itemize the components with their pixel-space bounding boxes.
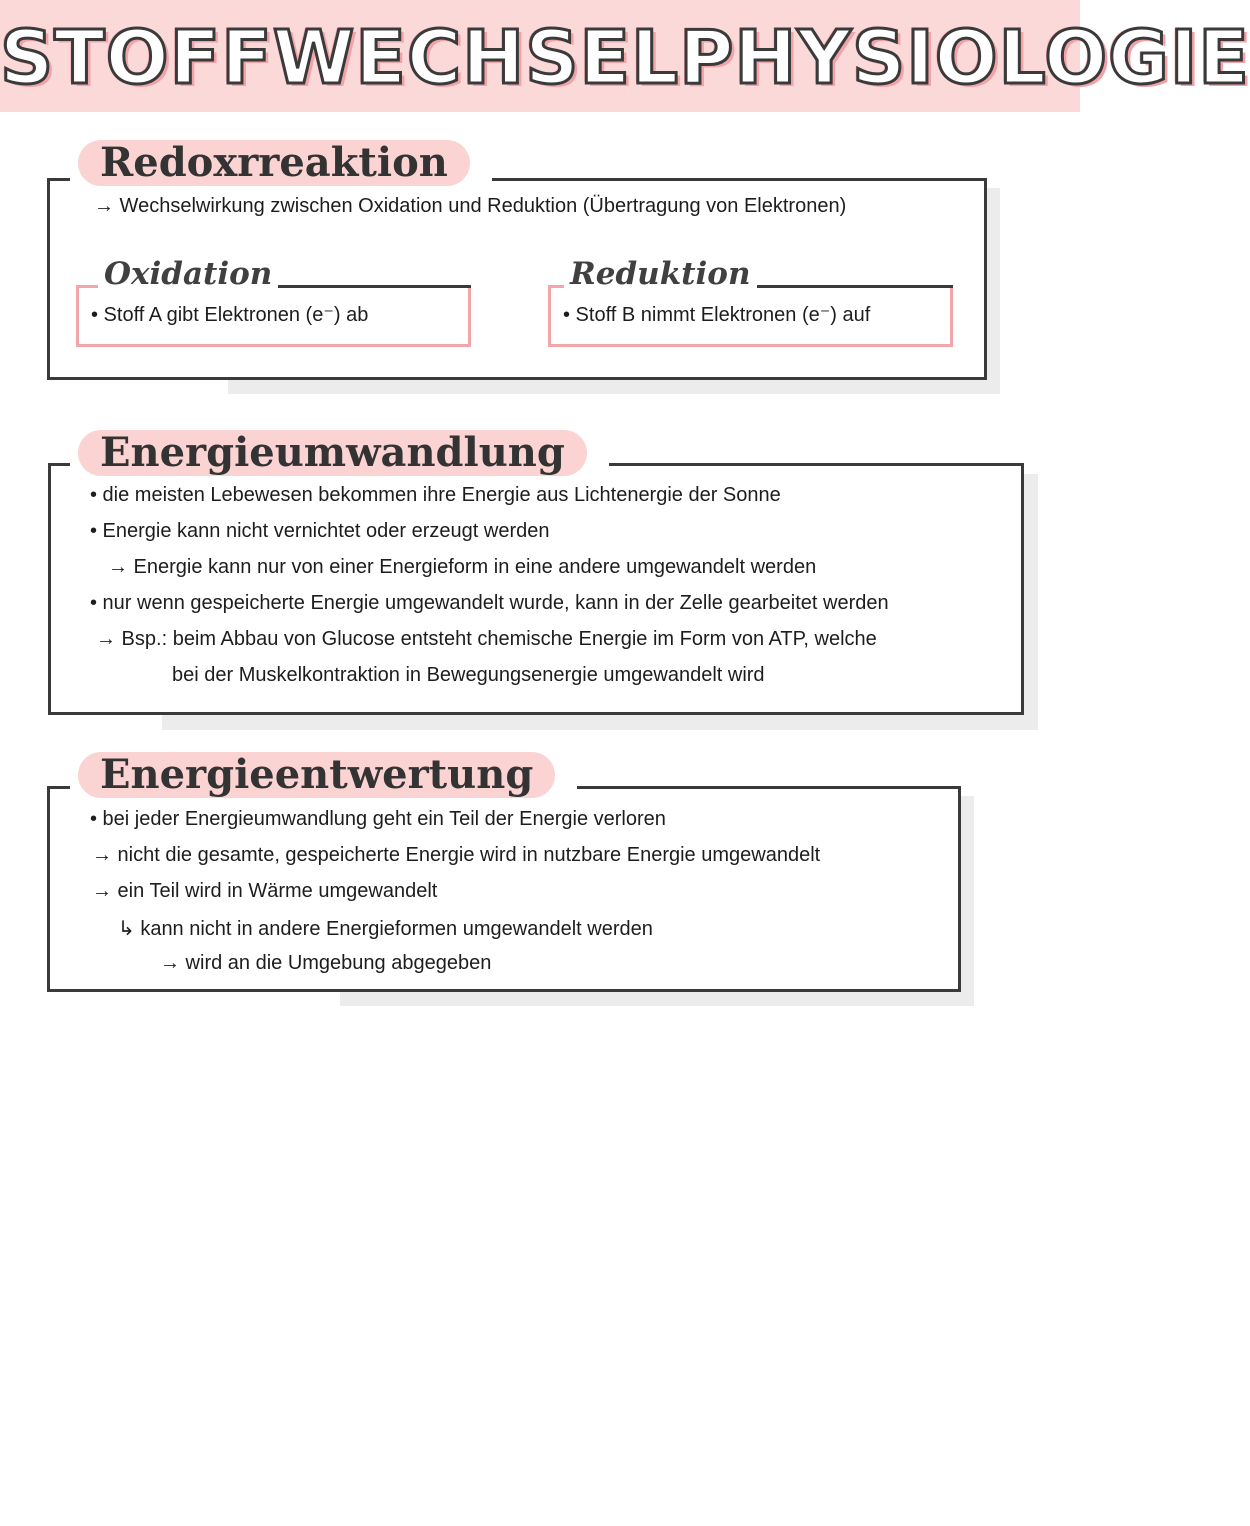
energieentwertung-line-5: → wird an die Umgebung abgegeben <box>160 952 492 974</box>
oxidation-box <box>76 285 471 347</box>
heading-highlight: Energieentwertung <box>78 752 555 798</box>
reduktion-box <box>548 285 953 347</box>
redox-definition: → Wechselwirkung zwischen Oxidation und Reduktion (Übertragung von Elektronen) <box>94 195 847 217</box>
energieumwandlung-line-5: → Bsp.: beim Abbau von Glucose entsteht chemische Energie im Form von ATP, welche <box>96 628 877 650</box>
page-title: STOFFWECHSELPHYSIOLOGIE <box>0 15 1250 101</box>
oxidation-text: • Stoff A gibt Elektronen (e⁻) ab <box>91 304 369 326</box>
energieumwandlung-line-4: • nur wenn gespeicherte Energie umgewandelt wurde, kann in der Zelle gearbeitet werden <box>90 592 889 614</box>
energieumwandlung-line-6: bei der Muskelkontraktion in Bewegungsenergie umgewandelt wird <box>172 664 765 686</box>
reduktion-text: • Stoff B nimmt Elektronen (e⁻) auf <box>563 304 871 326</box>
energieumwandlung-line-2: • Energie kann nicht vernichtet oder erzeugt werden <box>90 520 550 542</box>
energieentwertung-line-4: ↳ kann nicht in andere Energieformen umgewandelt werden <box>118 918 653 940</box>
energieumwandlung-line-3: → Energie kann nur von einer Energieform in eine andere umgewandelt werden <box>108 556 817 578</box>
energieentwertung-line-3: → ein Teil wird in Wärme umgewandelt <box>92 880 438 902</box>
energieumwandlung-heading <box>70 430 609 476</box>
oxidation-heading: Oxidation <box>98 255 278 293</box>
energieentwertung-line-1: • bei jeder Energieumwandlung geht ein Teil der Energie verloren <box>90 808 666 830</box>
energieentwertung-line-2: → nicht die gesamte, gespeicherte Energie wird in nutzbare Energie umgewandelt <box>92 844 821 866</box>
energieentwertung-heading <box>70 752 577 798</box>
heading-highlight: Redoxrreaktion <box>78 140 470 186</box>
redox-heading <box>70 140 492 186</box>
heading-highlight: Energieumwandlung <box>78 430 587 476</box>
energieumwandlung-line-1: • die meisten Lebewesen bekommen ihre Energie aus Lichtenergie der Sonne <box>90 484 781 506</box>
reduktion-heading: Reduktion <box>564 255 757 293</box>
